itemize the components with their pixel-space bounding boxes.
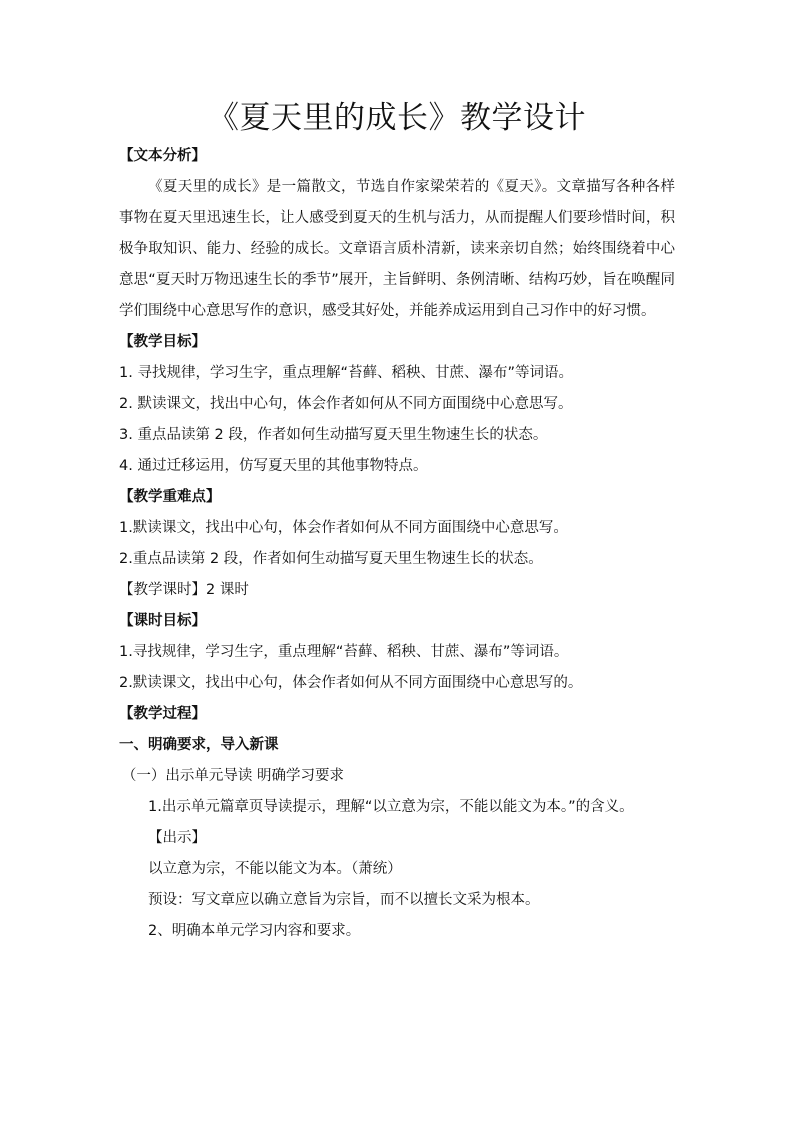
process-item-1: 1.出示单元篇章页导读提示，理解“以立意为宗，不能以能文为本。”的含义。 (148, 799, 634, 815)
lesson-goal-2: 2.默读课文，找出中心句，体会作者如何从不同方面围绕中心意思写的。 (119, 675, 583, 691)
key-point-1: 1.默读课文，找出中心句，体会作者如何从不同方面围绕中心意思写。 (119, 520, 568, 536)
process-step-1: 一、明确要求，导入新课 (119, 737, 279, 753)
lesson-goal-1: 1.寻找规律，学习生字，重点理解“苔藓、稻秧、甘蔗、瀑布”等词语。 (119, 644, 569, 660)
teaching-goal-1: 1. 寻找规律，学习生字，重点理解“苔藓、稻秧、甘蔗、瀑布”等词语。 (119, 365, 573, 381)
show-label: 【出示】 (148, 830, 206, 846)
document-body (119, 141, 675, 947)
class-hours: 【教学课时】2 课时 (119, 582, 249, 598)
text-analysis-heading: 【文本分析】 (119, 148, 206, 164)
preset-text: 预设：写文章应以确立意旨为宗旨，而不以擅长文采为根本。 (148, 892, 540, 908)
teaching-goal-3: 3. 重点品读第 2 段，作者如何生动描写夏天里生物速生长的状态。 (119, 427, 548, 443)
text-analysis-paragraph: 《夏天里的成长》是一篇散文，节选自作家梁荣若的《夏天》。文章描写各种各样事物在夏天里迅速生长，让人感受到夏天的生机与活力，从而提醒人们要珍惜时间，积极争取知识、能力、经验的成长。文章语言质朴清新，读来亲切自然；始终围绕着中心意思“夏天时万物迅速生长的季节”展开，主旨鲜明、条例清晰、结构巧妙，旨在唤醒同学们围绕中心意思写作的意识，感受其好处，并能养成运用到自己习作中的好习惯。 (119, 179, 675, 319)
teaching-goals-heading: 【教学目标】 (119, 334, 206, 350)
process-subsection-1: （一）出示单元导读 明确学习要求 (121, 768, 344, 784)
key-points-heading: 【教学重难点】 (119, 489, 221, 505)
document-title: 《夏天里的成长》教学设计 (208, 100, 586, 136)
teaching-goal-2: 2. 默读课文，找出中心句，体会作者如何从不同方面围绕中心意思写。 (119, 396, 573, 412)
teaching-goal-4: 4. 通过迁移运用，仿写夏天里的其他事物特点。 (119, 458, 428, 474)
key-point-2: 2.重点品读第 2 段，作者如何生动描写夏天里生物速生长的状态。 (119, 551, 543, 567)
process-item-2: 2、明确本单元学习内容和要求。 (148, 923, 361, 939)
quote-text: 以立意为宗，不能以能文为本。（萧统） (148, 861, 402, 877)
teaching-process-heading: 【教学过程】 (119, 706, 206, 722)
lesson-goals-heading: 【课时目标】 (119, 613, 206, 629)
